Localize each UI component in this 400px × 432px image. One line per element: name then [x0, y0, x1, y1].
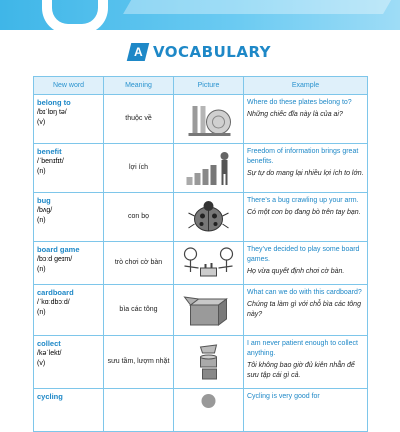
example-en: Where do these plates belong to?: [247, 99, 352, 106]
banner-stripe: [123, 0, 397, 14]
cans-icon: [178, 343, 239, 381]
part-of-speech: (v): [37, 119, 46, 126]
example-vi: Sự tự do mang lại nhiều lợi ích to lớn.: [247, 170, 364, 177]
meaning-cell: lợi ích: [104, 144, 174, 193]
table-row-partial: [34, 389, 368, 432]
word: collect: [37, 339, 61, 348]
word: bug: [37, 196, 51, 205]
part-of-speech: (v): [37, 360, 46, 367]
meaning-cell: thuộc về: [104, 95, 174, 144]
table-header-row: [34, 77, 368, 95]
table-row: [34, 336, 368, 389]
header-new-word: New word: [34, 77, 104, 95]
example-en: What can we do with this cardboard?: [247, 289, 362, 296]
example-vi: Họ vừa quyết định chơi cờ bàn.: [247, 268, 345, 275]
ipa: /kəˈlekt/: [37, 350, 62, 357]
picture-cell: [174, 389, 244, 432]
example-cell: [244, 389, 368, 432]
table-row: [34, 144, 368, 193]
section-badge: [127, 43, 149, 61]
example-vi: Tôi không bao giờ đủ kiên nhẫn để sưu tập cái gì cả.: [247, 362, 355, 379]
top-banner: [0, 0, 400, 30]
part-of-speech: (n): [37, 309, 46, 316]
header-meaning: Meaning: [104, 77, 174, 95]
section-letter: A: [133, 45, 143, 59]
example-vi: Chúng ta làm gì với chỗ bìa các tông này?: [247, 301, 361, 318]
example-en: They’ve decided to play some board games.: [247, 246, 360, 263]
table-row: [34, 285, 368, 336]
vocabulary-table: [33, 76, 368, 432]
picture-cell: [174, 144, 244, 193]
example-en: Cycling is very good for: [247, 393, 320, 400]
bicycle-icon: [178, 391, 239, 429]
ipa: /bɔːd geɪm/: [37, 256, 73, 263]
meaning-cell: bìa các tông: [104, 285, 174, 336]
table-row: [34, 95, 368, 144]
meaning-cell: sưu tầm, lượm nhặt: [104, 336, 174, 389]
word-cell: [34, 242, 104, 285]
word-cell: [34, 193, 104, 242]
header-example: Example: [244, 77, 368, 95]
unit-number-glyph: [42, 0, 108, 30]
picture-cell: [174, 285, 244, 336]
box-icon: [178, 291, 239, 329]
part-of-speech: (n): [37, 217, 46, 224]
example-vi: Có một con bọ đang bò trên tay bạn.: [247, 209, 361, 216]
word: cycling: [37, 392, 63, 401]
example-cell: [244, 193, 368, 242]
word-cell: [34, 389, 104, 432]
example-en: I am never patient enough to collect anything.: [247, 340, 358, 357]
word-cell: [34, 95, 104, 144]
part-of-speech: (n): [37, 168, 46, 175]
word: belong to: [37, 98, 71, 107]
ipa: /ˈkɑːdbɔːd/: [37, 299, 70, 306]
chess-players-icon: [178, 244, 239, 282]
section-label: VOCABULARY: [152, 43, 272, 61]
table-row: [34, 242, 368, 285]
picture-cell: [174, 242, 244, 285]
word: benefit: [37, 147, 62, 156]
example-cell: [244, 144, 368, 193]
picture-cell: [174, 95, 244, 144]
table-row: [34, 193, 368, 242]
word: cardboard: [37, 288, 74, 297]
word-cell: [34, 144, 104, 193]
part-of-speech: (n): [37, 266, 46, 273]
ipa: /bʌg/: [37, 207, 53, 214]
picture-cell: [174, 193, 244, 242]
picture-cell: [174, 336, 244, 389]
ipa: /ˈbenɪfɪt/: [37, 158, 64, 165]
meaning-cell: trò chơi cờ bàn: [104, 242, 174, 285]
example-cell: [244, 95, 368, 144]
meaning-cell: con bọ: [104, 193, 174, 242]
word-cell: [34, 285, 104, 336]
ipa: /bɪˈlɒŋ tə/: [37, 109, 67, 116]
plates-icon: [178, 100, 239, 138]
example-cell: [244, 285, 368, 336]
section-title: [0, 38, 400, 66]
meaning-cell: [104, 389, 174, 432]
example-en: There’s a bug crawling up your arm.: [247, 197, 359, 204]
word: board game: [37, 245, 80, 254]
word-cell: [34, 336, 104, 389]
example-en: Freedom of information brings great benefits.: [247, 148, 359, 165]
example-vi: Những chiếc đĩa này là của ai?: [247, 111, 343, 118]
example-cell: [244, 242, 368, 285]
ladybug-icon: [178, 198, 239, 236]
example-cell: [244, 336, 368, 389]
header-picture: Picture: [174, 77, 244, 95]
rising-chart-icon: [178, 149, 239, 187]
